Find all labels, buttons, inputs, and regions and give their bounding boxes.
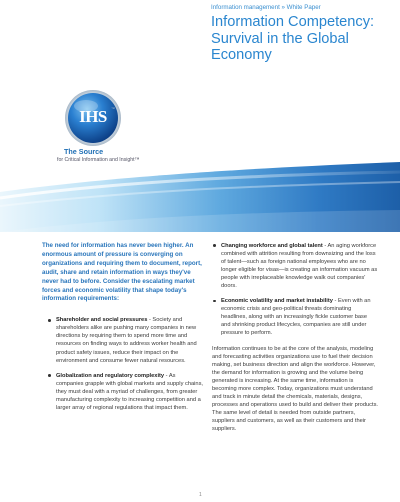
logo-wordmark: IHS [79,107,107,126]
right-column [212,242,378,433]
bullet-dot-icon [48,374,51,377]
bullet-lead: Changing workforce and global talent [221,243,323,249]
bullet-body: - Society and shareholders alike are pushing many companies in new directions by requiring them to spend more time and resources on finding ways to address worker health and product safety issues, reduce their impact on the environment and consume fewer natural resources. [56,317,197,364]
ihs-logo [64,89,144,147]
bullet-body: - As companies grapple with global markets and supply chains, they must deal with a myriad of challenges, from greater manufacturing complexity to increasing competition and a larger array of regional regulations that impact them. [56,372,204,411]
bullet-dot-icon [213,300,216,303]
tagline-main: The Source [64,147,104,156]
list-item [212,297,378,337]
list-item [42,372,204,412]
body-paragraph: Information continues to be at the core of the analysis, modeling and forecasting activities organizations use to fuel their decision making, set business direction and align the workforce. However, the demand for information is growing and the volume being generated is increasing. At the same time, information is becoming more complex. Today, organizations must understand and track in minute detail the chemicals, materials, designs, processes and operations used to build and deliver their products. The same level of detail is needed from outside partners, suppliers and customers, as well as their customers and their suppliers. [212,345,378,432]
page-title: Information Competency: Survival in the Global Economy [211,14,375,63]
list-item [42,316,204,364]
list-item [212,242,378,290]
bullet-lead: Globalization and regulatory complexity [56,372,165,379]
left-bullet-list [42,316,204,412]
bullet-body: - An aging workforce combined with attrition resulting from downsizing and the loss of talent—such as foreign national employees who are no longer eligible for visas—is creating an information vacuum as people with irreplaceable knowledge walk out companies' doors. [221,243,378,290]
left-column [42,242,204,419]
bullet-dot-icon [48,319,51,322]
decorative-banner [0,162,400,232]
header-kicker: Information management » White Paper [211,4,321,11]
bullet-lead: Shareholder and social pressures [56,317,148,324]
bullet-lead: Economic volatility and market instability [221,298,333,305]
page-number: 1 [199,492,202,498]
intro-paragraph: The need for information has never been higher. An enormous amount of pressure is converging on organizations and requiring them to document, report, audit, share and retain information in ways they've never had to before. Consider the escalating market forces and economic volatility that shape today's information requirements: [42,242,202,303]
bullet-body: - Even with an economic crisis and geo-political threats dominating headlines, along with an increasingly fickle customer base and shrinking product lifecycles, companies are still under pressure to perform. [221,298,371,337]
right-bullet-list [212,242,378,338]
bullet-dot-icon [213,244,216,247]
blue-wave-banner [0,162,400,232]
tagline-sub: for Critical Information and Insight™ [57,157,140,163]
logo-trademark: ™ [111,106,115,111]
